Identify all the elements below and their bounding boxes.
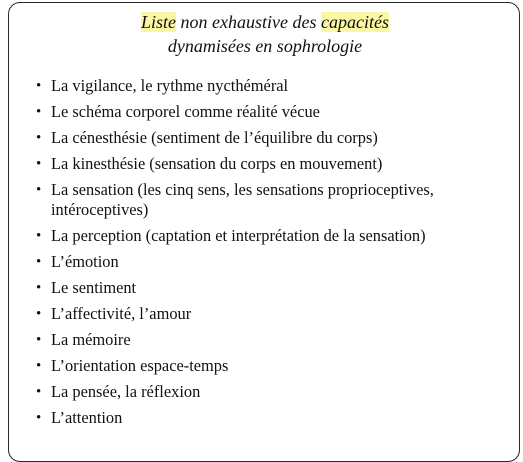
highlighted-word-capacites: capacités	[321, 12, 389, 32]
list-item-text: La sensation (les cinq sens, les sensations proprioceptives, intéroceptives)	[51, 180, 434, 219]
list-item-text: L’émotion	[51, 252, 119, 271]
capacities-list	[36, 76, 514, 434]
list-item-text: La cénesthésie (sentiment de l’équilibre du corps)	[51, 128, 378, 147]
list-item-text: La mémoire	[51, 330, 131, 349]
list-item	[36, 76, 514, 96]
list-item-text: La pensée, la réflexion	[51, 382, 201, 401]
list-item	[36, 102, 514, 122]
list-item	[36, 278, 514, 298]
list-item	[36, 252, 514, 272]
bullet-icon: •	[36, 384, 42, 400]
bullet-icon: •	[36, 130, 42, 146]
bullet-icon: •	[36, 78, 42, 94]
bullet-icon: •	[36, 182, 42, 198]
title-middle-text: non exhaustive des	[176, 12, 321, 32]
list-item-text: La kinesthésie (sensation du corps en mouvement)	[51, 154, 383, 173]
list-item-text: Le schéma corporel comme réalité vécue	[51, 102, 320, 121]
bullet-icon: •	[36, 104, 42, 120]
list-item	[36, 382, 514, 402]
list-item-text: L’affectivité, l’amour	[51, 304, 192, 323]
bullet-icon: •	[36, 332, 42, 348]
bullet-icon: •	[36, 306, 42, 322]
list-item	[36, 408, 514, 428]
bullet-icon: •	[36, 358, 42, 374]
list-item	[36, 356, 514, 376]
highlighted-word-liste: Liste	[141, 12, 177, 32]
bullet-icon: •	[36, 254, 42, 270]
bullet-icon: •	[36, 280, 42, 296]
list-item-text: L’orientation espace-temps	[51, 356, 229, 375]
box-title	[9, 10, 521, 58]
content-box	[8, 2, 520, 462]
title-line-1	[9, 10, 521, 34]
title-line-2: dynamisées en sophrologie	[167, 36, 363, 56]
list-item	[36, 304, 514, 324]
list-item-text: La vigilance, le rythme nycthéméral	[51, 76, 289, 95]
list-item-text: L’attention	[51, 408, 123, 427]
list-item-text: La perception (captation et interprétation de la sensation)	[51, 226, 426, 245]
bullet-icon: •	[36, 228, 42, 244]
bullet-icon: •	[36, 410, 42, 426]
list-item	[36, 180, 514, 220]
list-item	[36, 330, 514, 350]
list-item	[36, 128, 514, 148]
list-item	[36, 154, 514, 174]
list-item-text: Le sentiment	[51, 278, 137, 297]
list-item	[36, 226, 514, 246]
bullet-icon: •	[36, 156, 42, 172]
